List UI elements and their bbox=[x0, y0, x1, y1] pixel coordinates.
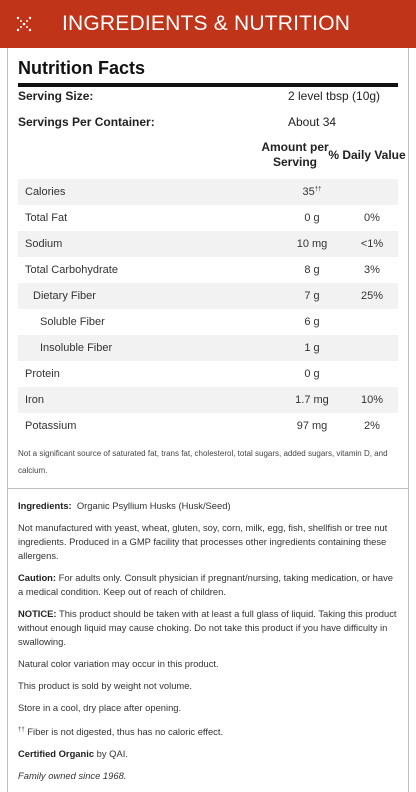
nutrient-amount bbox=[272, 368, 352, 380]
nutrient-amount-value: 10 mg bbox=[296, 238, 328, 250]
nutrient-label: Calories bbox=[25, 186, 66, 198]
notice-label: NOTICE: bbox=[18, 608, 57, 619]
nutrient-row bbox=[18, 361, 398, 387]
nutrition-footnote: Not a significant source of saturated fat, trans fat, cholesterol, total sugars, added sugars, vitamin D, and calcium. bbox=[18, 449, 388, 475]
nutrient-amount-value: 0 g bbox=[304, 368, 320, 380]
servings-per-container-label: Servings Per Container: bbox=[18, 115, 155, 129]
nutrient-amount-value: 8 g bbox=[304, 264, 320, 276]
nutrient-label: Soluble Fiber bbox=[40, 316, 105, 328]
nutrient-label: Iron bbox=[25, 394, 44, 406]
caution-text: For adults only. Consult physician if pregnant/nursing, taking medication, or have a medical condition. Keep out of reach of children. bbox=[18, 572, 394, 597]
serving-size-row bbox=[18, 89, 398, 103]
nutrient-row bbox=[18, 231, 398, 257]
amount-header-line2: Serving bbox=[272, 155, 317, 169]
caution-label: Caution: bbox=[18, 572, 57, 583]
nutrient-table bbox=[18, 179, 398, 439]
nutrient-row bbox=[18, 283, 398, 309]
nutrient-daily-value: 3% bbox=[364, 264, 380, 276]
fiber-note bbox=[18, 723, 400, 739]
nutrient-label: Potassium bbox=[25, 420, 77, 432]
family-owned-note bbox=[18, 769, 400, 783]
servings-per-container-value: About 34 bbox=[288, 115, 337, 129]
section-header bbox=[0, 0, 416, 48]
nutrient-label: Total Carbohydrate bbox=[25, 264, 118, 276]
nutrient-amount bbox=[272, 316, 352, 328]
fiber-note-text: Fiber is not digested, thus has no caloric effect. bbox=[27, 726, 224, 738]
notice-line bbox=[18, 607, 400, 649]
certified-organic-line bbox=[18, 747, 400, 761]
nutrition-panel bbox=[7, 48, 409, 792]
amount-header-line1: Amount per bbox=[261, 140, 329, 154]
nutrient-row bbox=[18, 335, 398, 361]
nutrient-label: Insoluble Fiber bbox=[40, 342, 113, 354]
nutrient-row bbox=[18, 413, 398, 439]
ingredients-label: Ingredients: bbox=[18, 500, 72, 511]
certified-label: Certified Organic bbox=[18, 748, 95, 760]
product-info bbox=[18, 499, 400, 791]
nutrient-amount-value: 7 g bbox=[304, 290, 320, 302]
divider bbox=[8, 488, 408, 489]
allergen-statement: Not manufactured with yeast, wheat, gluten, soy, corn, milk, egg, fish, shellfish or tree nut ingredients. Produced in a GMP facility that processes other ingredients containing these allergens. bbox=[18, 522, 388, 561]
nutrient-daily-value: <1% bbox=[360, 238, 384, 250]
sparkle-icon bbox=[16, 16, 32, 32]
fiber-note-mark: †† bbox=[18, 727, 25, 733]
nutrient-daily-value: 0% bbox=[364, 212, 380, 224]
amount-per-serving-header bbox=[252, 140, 338, 170]
footnote-mark: †† bbox=[314, 186, 322, 193]
color-variation-note: Natural color variation may occur in this product. bbox=[18, 658, 219, 669]
nutrient-amount-value: 97 mg bbox=[296, 420, 328, 432]
storage-note: Store in a cool, dry place after opening. bbox=[18, 702, 182, 713]
nutrient-row bbox=[18, 179, 398, 205]
nutrient-daily-value: 2% bbox=[364, 420, 380, 432]
nutrient-daily-value: 10% bbox=[360, 394, 384, 406]
serving-size-value: 2 level tbsp (10g) bbox=[288, 89, 381, 103]
nutrient-row bbox=[18, 205, 398, 231]
family-owned-text: Family owned since 1968. bbox=[18, 770, 127, 782]
nutrient-amount-value: 6 g bbox=[304, 316, 320, 328]
notice-text: This product should be taken with at least a full glass of liquid. Taking this product without enough liquid may cause choking. Do not take this product if you have difficulty in swallowing. bbox=[18, 608, 397, 647]
certified-text: by QAI. bbox=[96, 748, 128, 760]
servings-per-container-row bbox=[18, 115, 398, 129]
nutrient-amount bbox=[272, 342, 352, 354]
nutrition-facts-title: Nutrition Facts bbox=[18, 58, 146, 78]
nutrient-label: Protein bbox=[25, 368, 60, 380]
sold-by-weight-note: This product is sold by weight not volume. bbox=[18, 680, 193, 691]
nutrient-amount-value: 1.7 mg bbox=[295, 394, 329, 406]
caution-line bbox=[18, 571, 400, 599]
nutrient-row bbox=[18, 257, 398, 283]
nutrient-amount-value: 35 bbox=[302, 186, 315, 198]
serving-size-label: Serving Size: bbox=[18, 89, 94, 103]
nutrient-label: Total Fat bbox=[25, 212, 68, 224]
header-title: INGREDIENTS & NUTRITION bbox=[62, 12, 351, 35]
nutrient-amount-value: 0 g bbox=[304, 212, 320, 224]
ingredients-line bbox=[18, 499, 400, 513]
nutrient-amount-value: 1 g bbox=[304, 342, 320, 354]
nutrient-daily-value: 25% bbox=[360, 290, 384, 302]
nutrient-row bbox=[18, 387, 398, 413]
thick-rule bbox=[18, 83, 398, 87]
nutrient-label: Dietary Fiber bbox=[33, 290, 96, 302]
ingredients-text: Organic Psyllium Husks (Husk/Seed) bbox=[76, 500, 231, 511]
daily-value-header: % Daily Value bbox=[328, 148, 406, 162]
nutrient-row bbox=[18, 309, 398, 335]
nutrient-amount bbox=[272, 186, 352, 198]
nutrient-label: Sodium bbox=[25, 238, 63, 250]
